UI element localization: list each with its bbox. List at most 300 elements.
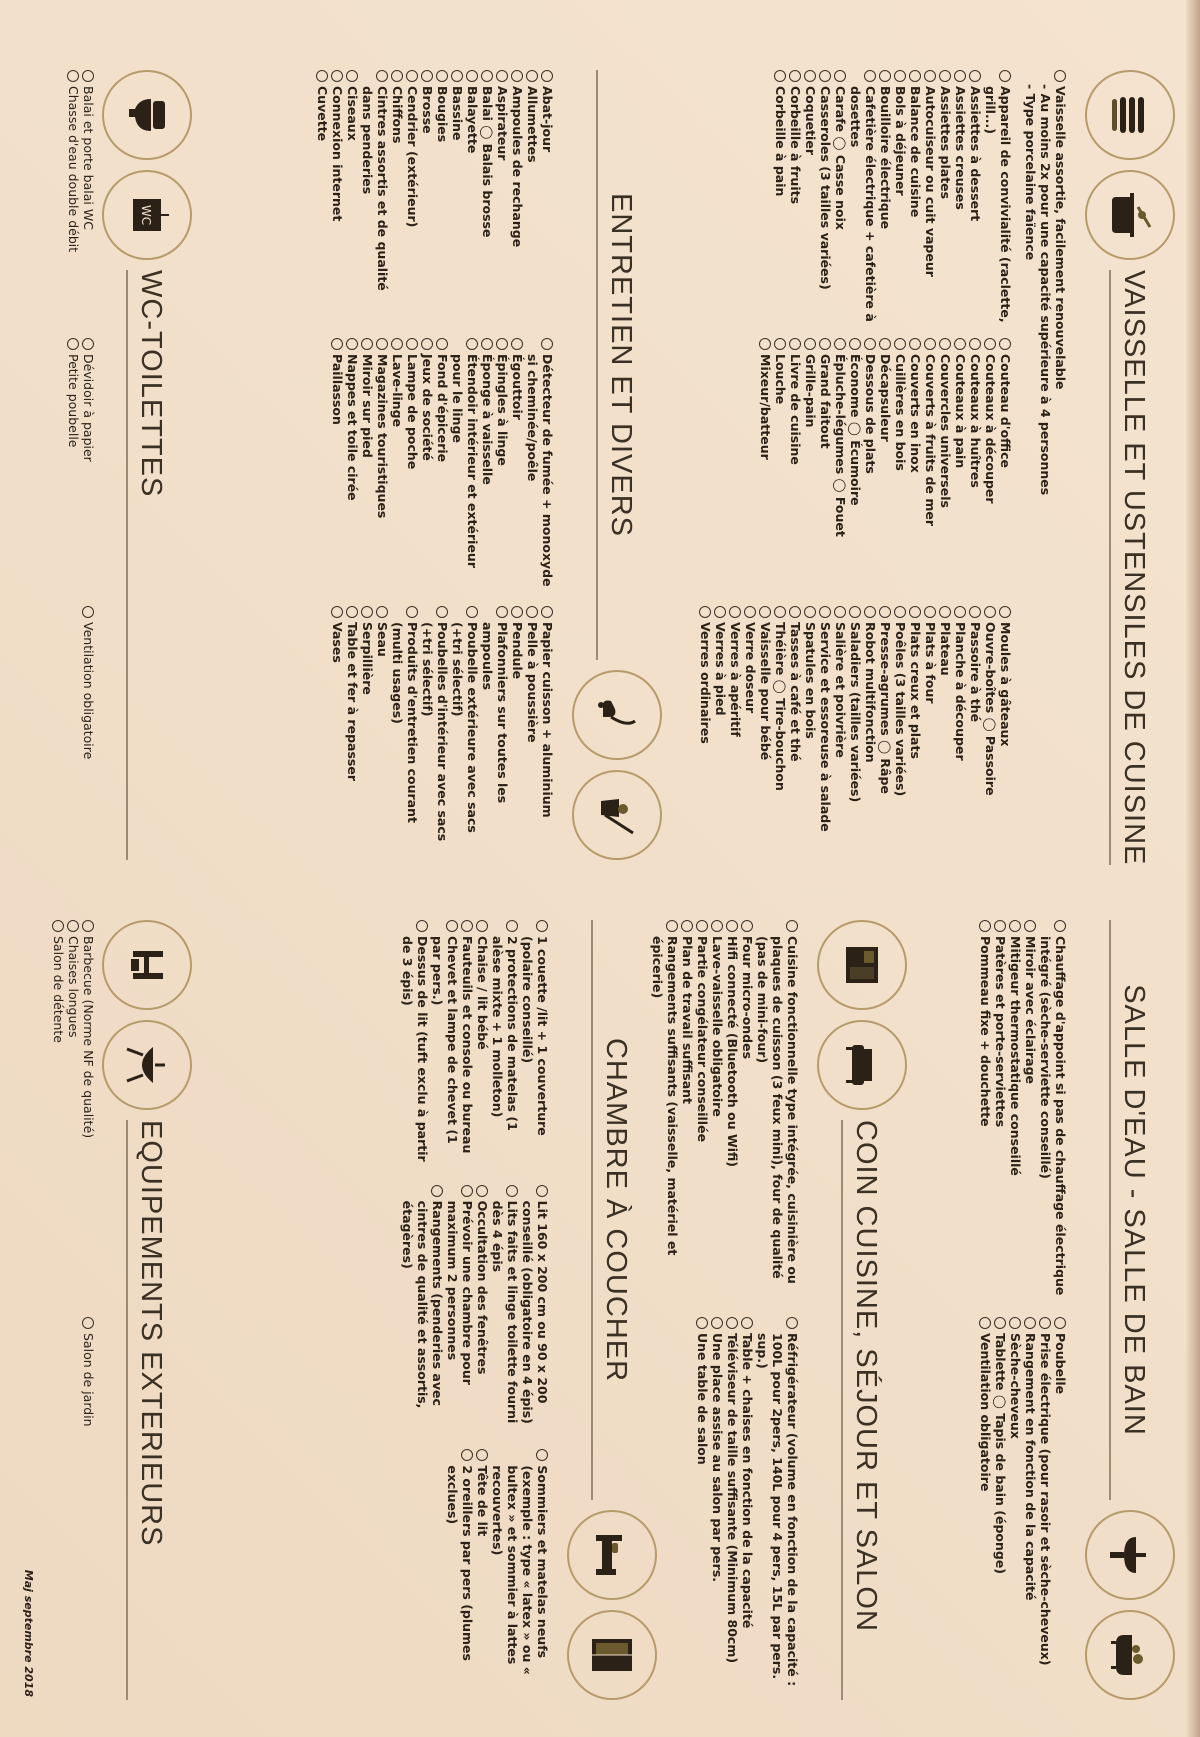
checklist-item-label: Cintres assortis et de qualité dans penderies xyxy=(360,86,390,291)
checklist-item[interactable] xyxy=(983,338,998,592)
checkbox[interactable] xyxy=(741,920,753,932)
checklist-item[interactable] xyxy=(390,70,405,324)
checkbox[interactable] xyxy=(786,1317,798,1329)
checkbox[interactable] xyxy=(1009,1317,1021,1329)
checkbox[interactable] xyxy=(939,338,951,350)
checkbox[interactable] xyxy=(789,606,801,618)
checkbox[interactable] xyxy=(786,920,798,932)
checkbox[interactable] xyxy=(436,70,448,82)
checkbox[interactable] xyxy=(67,920,79,932)
section-vaisselle xyxy=(698,70,1178,866)
checklist-item[interactable] xyxy=(520,920,550,1171)
checklist-item[interactable] xyxy=(788,338,803,592)
checkbox[interactable] xyxy=(834,606,846,618)
checkbox[interactable] xyxy=(909,70,921,82)
checklist-item[interactable] xyxy=(728,606,743,860)
checkbox[interactable] xyxy=(909,606,921,618)
checklist-item[interactable] xyxy=(495,338,510,592)
checkbox[interactable] xyxy=(466,70,478,82)
checklist-item[interactable] xyxy=(993,920,1008,1303)
checkbox[interactable] xyxy=(1054,920,1066,932)
checklist-item[interactable] xyxy=(360,606,375,860)
checklist-item[interactable] xyxy=(510,606,525,860)
checkbox[interactable] xyxy=(1024,920,1036,932)
checkbox[interactable] xyxy=(726,1317,738,1329)
checkbox[interactable] xyxy=(82,920,94,932)
checklist-item[interactable] xyxy=(740,920,755,1303)
checklist-item[interactable] xyxy=(390,338,405,592)
checklist-item[interactable] xyxy=(833,606,848,860)
checkbox[interactable] xyxy=(511,338,523,350)
title-underline xyxy=(127,270,129,860)
checkbox[interactable] xyxy=(436,338,448,350)
checklist-item[interactable] xyxy=(525,70,540,324)
section-header xyxy=(814,920,910,1700)
checklist-item[interactable] xyxy=(450,606,480,860)
checklist-item[interactable] xyxy=(525,338,555,592)
checklist-item[interactable] xyxy=(490,920,520,1171)
checkbox[interactable] xyxy=(849,338,861,350)
checkbox[interactable] xyxy=(741,1317,753,1329)
checkbox[interactable] xyxy=(924,606,936,618)
checkbox[interactable] xyxy=(774,338,786,350)
checkbox[interactable] xyxy=(954,338,966,350)
checkbox[interactable] xyxy=(939,70,951,82)
checklist-item[interactable] xyxy=(420,606,450,860)
checkbox[interactable] xyxy=(999,70,1011,82)
checklist-item[interactable] xyxy=(330,70,345,324)
checklist-item[interactable] xyxy=(420,70,435,324)
checkbox[interactable] xyxy=(376,606,388,618)
checkbox[interactable] xyxy=(819,70,831,82)
checklist-item-label: Tête de lit xyxy=(475,1465,490,1537)
checklist-item[interactable] xyxy=(923,606,938,860)
checkbox[interactable] xyxy=(536,1185,548,1197)
checklist-item[interactable] xyxy=(978,1317,993,1700)
checkbox[interactable] xyxy=(711,920,723,932)
checklist-item[interactable] xyxy=(680,920,695,1303)
section-title: SALLE D'EAU - SALLE DE BAIN xyxy=(1118,984,1151,1436)
checklist-item[interactable] xyxy=(788,70,803,324)
checklist-item[interactable] xyxy=(740,1317,755,1700)
checklist-item[interactable] xyxy=(420,338,435,592)
checkbox[interactable] xyxy=(331,606,343,618)
checklist-item[interactable] xyxy=(938,338,953,592)
checkbox[interactable] xyxy=(376,338,388,350)
checklist-item[interactable] xyxy=(848,606,863,860)
checklist-item[interactable] xyxy=(758,606,773,860)
checklist-item[interactable] xyxy=(818,606,833,860)
checkbox[interactable] xyxy=(994,1317,1006,1329)
checklist-item[interactable] xyxy=(400,1185,445,1436)
checkbox[interactable] xyxy=(979,1317,991,1329)
checkbox[interactable] xyxy=(666,920,678,932)
checkbox[interactable] xyxy=(879,338,891,350)
checklist-item-label: Corbeille à pain xyxy=(773,86,788,197)
checklist-item-label: Salon de détente xyxy=(51,936,66,1043)
checklist-item[interactable] xyxy=(743,606,758,860)
checkbox[interactable] xyxy=(316,70,328,82)
checkbox[interactable] xyxy=(416,920,428,932)
checkbox[interactable] xyxy=(711,1317,723,1329)
checklist-item[interactable] xyxy=(993,1317,1008,1700)
checklist-item[interactable] xyxy=(375,606,390,860)
checklist-item[interactable] xyxy=(863,338,878,592)
checklist-item[interactable] xyxy=(710,920,725,1303)
checkbox[interactable] xyxy=(421,70,433,82)
checklist-item-label: Couteaux à huîtres xyxy=(968,354,983,488)
checklist-item[interactable] xyxy=(923,70,938,324)
checklist-item[interactable] xyxy=(510,70,525,324)
checkbox[interactable] xyxy=(726,920,738,932)
checkbox[interactable] xyxy=(346,338,358,350)
checklist-item[interactable] xyxy=(998,338,1013,592)
intro-item[interactable]: Vaisselle assortie, facilement renouvelable xyxy=(1053,70,1068,860)
checkbox[interactable] xyxy=(1039,1317,1051,1329)
checklist-item[interactable] xyxy=(755,1317,800,1700)
checkbox[interactable] xyxy=(864,606,876,618)
checklist-item[interactable] xyxy=(390,606,420,860)
checkbox[interactable] xyxy=(819,338,831,350)
checkbox[interactable] xyxy=(476,1185,488,1197)
checklist-item[interactable] xyxy=(475,1449,490,1700)
checkbox[interactable] xyxy=(496,338,508,350)
checkbox[interactable] xyxy=(864,70,876,82)
checklist-item[interactable] xyxy=(81,1317,96,1700)
checklist-item[interactable] xyxy=(908,338,923,592)
checklist-item[interactable] xyxy=(345,70,360,324)
checkbox[interactable] xyxy=(481,70,493,82)
checkbox[interactable] xyxy=(466,606,478,618)
checklist-item[interactable] xyxy=(968,338,983,592)
checklist-item[interactable] xyxy=(400,920,430,1171)
checklist-item[interactable] xyxy=(480,606,510,860)
checklist-item[interactable] xyxy=(695,1317,710,1700)
checklist-item[interactable] xyxy=(773,606,788,860)
checkbox[interactable] xyxy=(894,606,906,618)
checklist-item[interactable] xyxy=(81,338,96,592)
checkbox[interactable] xyxy=(346,70,358,82)
checklist-item[interactable] xyxy=(345,606,360,860)
checkbox[interactable] xyxy=(331,70,343,82)
checkbox[interactable] xyxy=(804,606,816,618)
checkbox[interactable] xyxy=(894,70,906,82)
checkbox[interactable] xyxy=(954,606,966,618)
checklist-item[interactable] xyxy=(938,606,953,860)
checklist-item[interactable] xyxy=(833,338,848,592)
checklist-item[interactable] xyxy=(878,606,893,860)
checkbox[interactable] xyxy=(714,606,726,618)
checklist-item[interactable] xyxy=(510,338,525,592)
checklist-item[interactable] xyxy=(345,338,360,592)
checkbox[interactable] xyxy=(696,1317,708,1329)
checkbox[interactable] xyxy=(984,606,996,618)
checkbox[interactable] xyxy=(1054,1317,1066,1329)
checklist-item[interactable] xyxy=(908,70,923,324)
checklist-item[interactable] xyxy=(430,920,460,1171)
checkbox[interactable] xyxy=(406,606,418,618)
checklist-item[interactable] xyxy=(953,606,968,860)
checklist-item[interactable] xyxy=(908,606,923,860)
checklist-item[interactable] xyxy=(788,606,803,860)
checkbox[interactable] xyxy=(969,338,981,350)
item-columns xyxy=(51,920,96,1700)
checkbox[interactable] xyxy=(759,338,771,350)
checkbox[interactable] xyxy=(511,606,523,618)
checklist-item[interactable] xyxy=(710,1317,725,1700)
checkbox[interactable] xyxy=(969,70,981,82)
checklist-item[interactable] xyxy=(475,920,490,1171)
checklist-item[interactable] xyxy=(983,70,1013,324)
checklist-item[interactable] xyxy=(1008,1317,1023,1700)
checklist-item-label: Casseroles (3 tailles variées) xyxy=(818,86,833,290)
checkbox[interactable] xyxy=(82,338,94,350)
checkbox[interactable] xyxy=(1009,920,1021,932)
checklist-item[interactable] xyxy=(1008,920,1023,1303)
checkbox[interactable] xyxy=(849,606,861,618)
checklist-item[interactable] xyxy=(435,338,450,592)
checklist-item[interactable] xyxy=(893,338,908,592)
checklist-item[interactable] xyxy=(803,606,818,860)
checkbox[interactable] xyxy=(496,70,508,82)
checkbox[interactable] xyxy=(1024,1317,1036,1329)
checkbox[interactable] xyxy=(421,338,433,350)
checkbox[interactable] xyxy=(924,70,936,82)
checkbox[interactable] xyxy=(331,338,343,350)
checklist-item[interactable] xyxy=(81,606,96,860)
checkbox[interactable] xyxy=(729,606,741,618)
checklist-item[interactable] xyxy=(1023,920,1038,1303)
checkbox[interactable] xyxy=(67,338,79,350)
checklist-item-label: Appareil de convivialité (raclette, grill...) xyxy=(983,86,1013,323)
checkbox[interactable] xyxy=(361,606,373,618)
checkbox[interactable] xyxy=(939,606,951,618)
checklist-item[interactable] xyxy=(893,70,908,324)
checkbox[interactable] xyxy=(511,70,523,82)
checklist-item[interactable] xyxy=(1053,1317,1068,1700)
checklist-item-label: Décapsuleur xyxy=(878,354,893,442)
checklist-item-label: Rangements (penderies avec cintres de qualité et assortis, étagères) xyxy=(400,1200,445,1409)
checkbox[interactable] xyxy=(461,1185,473,1197)
checkbox[interactable] xyxy=(536,920,548,932)
checkbox[interactable] xyxy=(82,70,94,82)
checkbox[interactable] xyxy=(681,920,693,932)
checkbox[interactable] xyxy=(864,338,876,350)
checklist-item[interactable] xyxy=(773,70,788,324)
checklist-item[interactable] xyxy=(445,1449,475,1700)
checkbox[interactable] xyxy=(879,606,891,618)
checklist-item-label: Cuisine fonctionnelle type intégrée, cuisinière ou plaques de cuisson (3 feux mini), four de qualité (pas de mini-four) xyxy=(755,936,800,1284)
checkbox[interactable] xyxy=(834,70,846,82)
checkbox[interactable] xyxy=(52,920,64,932)
checklist-item[interactable] xyxy=(480,338,495,592)
checkbox[interactable] xyxy=(391,338,403,350)
checkbox[interactable] xyxy=(804,338,816,350)
checkbox[interactable] xyxy=(909,338,921,350)
checklist-item[interactable] xyxy=(540,70,555,324)
checkbox[interactable] xyxy=(984,338,996,350)
checklist-item[interactable] xyxy=(81,70,96,324)
checkbox[interactable] xyxy=(431,1185,443,1197)
checklist-item-label: Bougies xyxy=(435,86,450,143)
checkbox[interactable] xyxy=(466,338,478,350)
checklist-item[interactable] xyxy=(833,70,848,324)
checklist-item[interactable] xyxy=(1023,1317,1038,1700)
checkbox[interactable] xyxy=(541,70,553,82)
checklist-item[interactable] xyxy=(725,1317,740,1700)
checklist-item[interactable] xyxy=(330,338,345,592)
checkbox[interactable] xyxy=(67,70,79,82)
checkbox[interactable] xyxy=(526,70,538,82)
checkbox[interactable] xyxy=(699,606,711,618)
checklist-item[interactable] xyxy=(475,1185,490,1436)
checklist-item[interactable] xyxy=(540,606,555,860)
checklist-item[interactable] xyxy=(938,70,953,324)
checklist-item-label: Une place assise au salon par pers. xyxy=(710,1333,725,1583)
checklist-item[interactable] xyxy=(878,70,893,324)
checkbox[interactable] xyxy=(436,606,448,618)
checkbox[interactable] xyxy=(82,606,94,618)
checkbox[interactable] xyxy=(894,338,906,350)
checklist-item[interactable] xyxy=(848,338,863,592)
checklist-item-label: Ouvre-boîtes ◯ Passoire xyxy=(983,622,998,796)
checklist-item[interactable] xyxy=(1038,1317,1053,1700)
checklist-item[interactable] xyxy=(953,338,968,592)
checkbox[interactable] xyxy=(526,606,538,618)
checklist-item[interactable] xyxy=(695,920,710,1303)
checkbox[interactable] xyxy=(999,606,1011,618)
checklist-item[interactable] xyxy=(968,70,983,324)
checklist-item[interactable] xyxy=(460,920,475,1171)
checkbox[interactable] xyxy=(451,70,463,82)
checklist-item[interactable] xyxy=(818,70,833,324)
checkbox[interactable] xyxy=(1054,70,1066,82)
checkbox[interactable] xyxy=(461,920,473,932)
checkbox[interactable] xyxy=(954,70,966,82)
checkbox[interactable] xyxy=(789,70,801,82)
checklist-item[interactable] xyxy=(848,70,878,324)
checklist-item[interactable] xyxy=(1038,920,1068,1303)
checklist-item[interactable] xyxy=(490,1185,520,1436)
checklist-item[interactable] xyxy=(878,338,893,592)
checkbox[interactable] xyxy=(541,606,553,618)
checklist-item[interactable] xyxy=(330,606,345,860)
checkbox[interactable] xyxy=(541,338,553,350)
checklist-item[interactable] xyxy=(450,70,465,324)
checklist-item[interactable] xyxy=(923,338,938,592)
checkbox[interactable] xyxy=(834,338,846,350)
checklist-item[interactable] xyxy=(315,70,330,324)
checkbox[interactable] xyxy=(804,70,816,82)
checklist-item[interactable] xyxy=(405,70,420,324)
checklist-item-label: Lits faits et linge toilette fourni dès 4 épis xyxy=(490,1200,520,1424)
checklist-item[interactable] xyxy=(435,70,450,324)
checklist-item[interactable] xyxy=(495,70,510,324)
checklist-item[interactable] xyxy=(978,920,993,1303)
checkbox[interactable] xyxy=(879,70,891,82)
checkbox[interactable] xyxy=(461,1449,473,1461)
checkbox[interactable] xyxy=(82,1317,94,1329)
checkbox[interactable] xyxy=(476,1449,488,1461)
checklist-item-label: Chevet et lampe de chevet (1 par pers.) xyxy=(430,936,460,1144)
checklist-item[interactable] xyxy=(998,606,1013,860)
checkbox[interactable] xyxy=(744,606,756,618)
checklist-item[interactable] xyxy=(803,70,818,324)
checklist-item[interactable] xyxy=(863,606,878,860)
checklist-item[interactable] xyxy=(81,920,96,1303)
checkbox[interactable] xyxy=(969,606,981,618)
checklist-item[interactable] xyxy=(968,606,983,860)
checklist-item[interactable] xyxy=(405,338,420,592)
checklist-item[interactable] xyxy=(66,920,81,1303)
checkbox[interactable] xyxy=(346,606,358,618)
checklist-item-label: Ventilation obligatoire xyxy=(978,1333,993,1492)
checklist-item[interactable] xyxy=(818,338,833,592)
checklist-item[interactable] xyxy=(803,338,818,592)
checkbox[interactable] xyxy=(774,70,786,82)
checkbox[interactable] xyxy=(446,920,458,932)
checkbox[interactable] xyxy=(924,338,936,350)
checklist-item[interactable] xyxy=(758,338,773,592)
checkbox[interactable] xyxy=(696,920,708,932)
checkbox[interactable] xyxy=(406,338,418,350)
checkbox[interactable] xyxy=(376,70,388,82)
checklist-item[interactable] xyxy=(773,338,788,592)
checkbox[interactable] xyxy=(979,920,991,932)
checkbox[interactable] xyxy=(506,920,518,932)
checklist-item[interactable] xyxy=(445,1185,475,1436)
checklist-item[interactable] xyxy=(953,70,968,324)
checklist-item[interactable] xyxy=(725,920,740,1303)
checklist-item[interactable] xyxy=(480,70,495,324)
checkbox[interactable] xyxy=(819,606,831,618)
checklist-item[interactable] xyxy=(66,338,81,592)
title-underline xyxy=(127,1120,129,1700)
checkbox[interactable] xyxy=(994,920,1006,932)
checklist-item[interactable] xyxy=(893,606,908,860)
checklist-item[interactable] xyxy=(51,920,66,1303)
checkbox[interactable] xyxy=(789,338,801,350)
checkbox[interactable] xyxy=(759,606,771,618)
checklist-item[interactable] xyxy=(450,338,480,592)
checkbox[interactable] xyxy=(476,920,488,932)
checklist-item-label: Vases xyxy=(330,622,345,663)
checklist-item[interactable] xyxy=(360,70,390,324)
checklist-item[interactable] xyxy=(375,338,390,592)
checklist-item[interactable] xyxy=(525,606,540,860)
checklist-item[interactable] xyxy=(983,606,998,860)
checkbox[interactable] xyxy=(406,70,418,82)
checkbox[interactable] xyxy=(999,338,1011,350)
checkbox[interactable] xyxy=(506,1185,518,1197)
checklist-item-label: Seau xyxy=(375,622,390,657)
checklist-item-label: Étendoir intérieur et extérieur pour le linge xyxy=(450,354,480,568)
checkbox[interactable] xyxy=(536,1449,548,1461)
checklist-item[interactable] xyxy=(66,70,81,324)
checklist-item[interactable] xyxy=(713,606,728,860)
checkbox[interactable] xyxy=(496,606,508,618)
checkbox[interactable] xyxy=(391,70,403,82)
checkbox[interactable] xyxy=(361,338,373,350)
checklist-item[interactable] xyxy=(755,920,800,1303)
checklist-item[interactable] xyxy=(360,338,375,592)
checklist-item[interactable] xyxy=(465,70,480,324)
checkbox[interactable] xyxy=(481,338,493,350)
checklist-item[interactable] xyxy=(698,606,713,860)
checklist-item[interactable] xyxy=(520,1185,550,1436)
checkbox[interactable] xyxy=(774,606,786,618)
checklist-item[interactable] xyxy=(490,1449,550,1700)
